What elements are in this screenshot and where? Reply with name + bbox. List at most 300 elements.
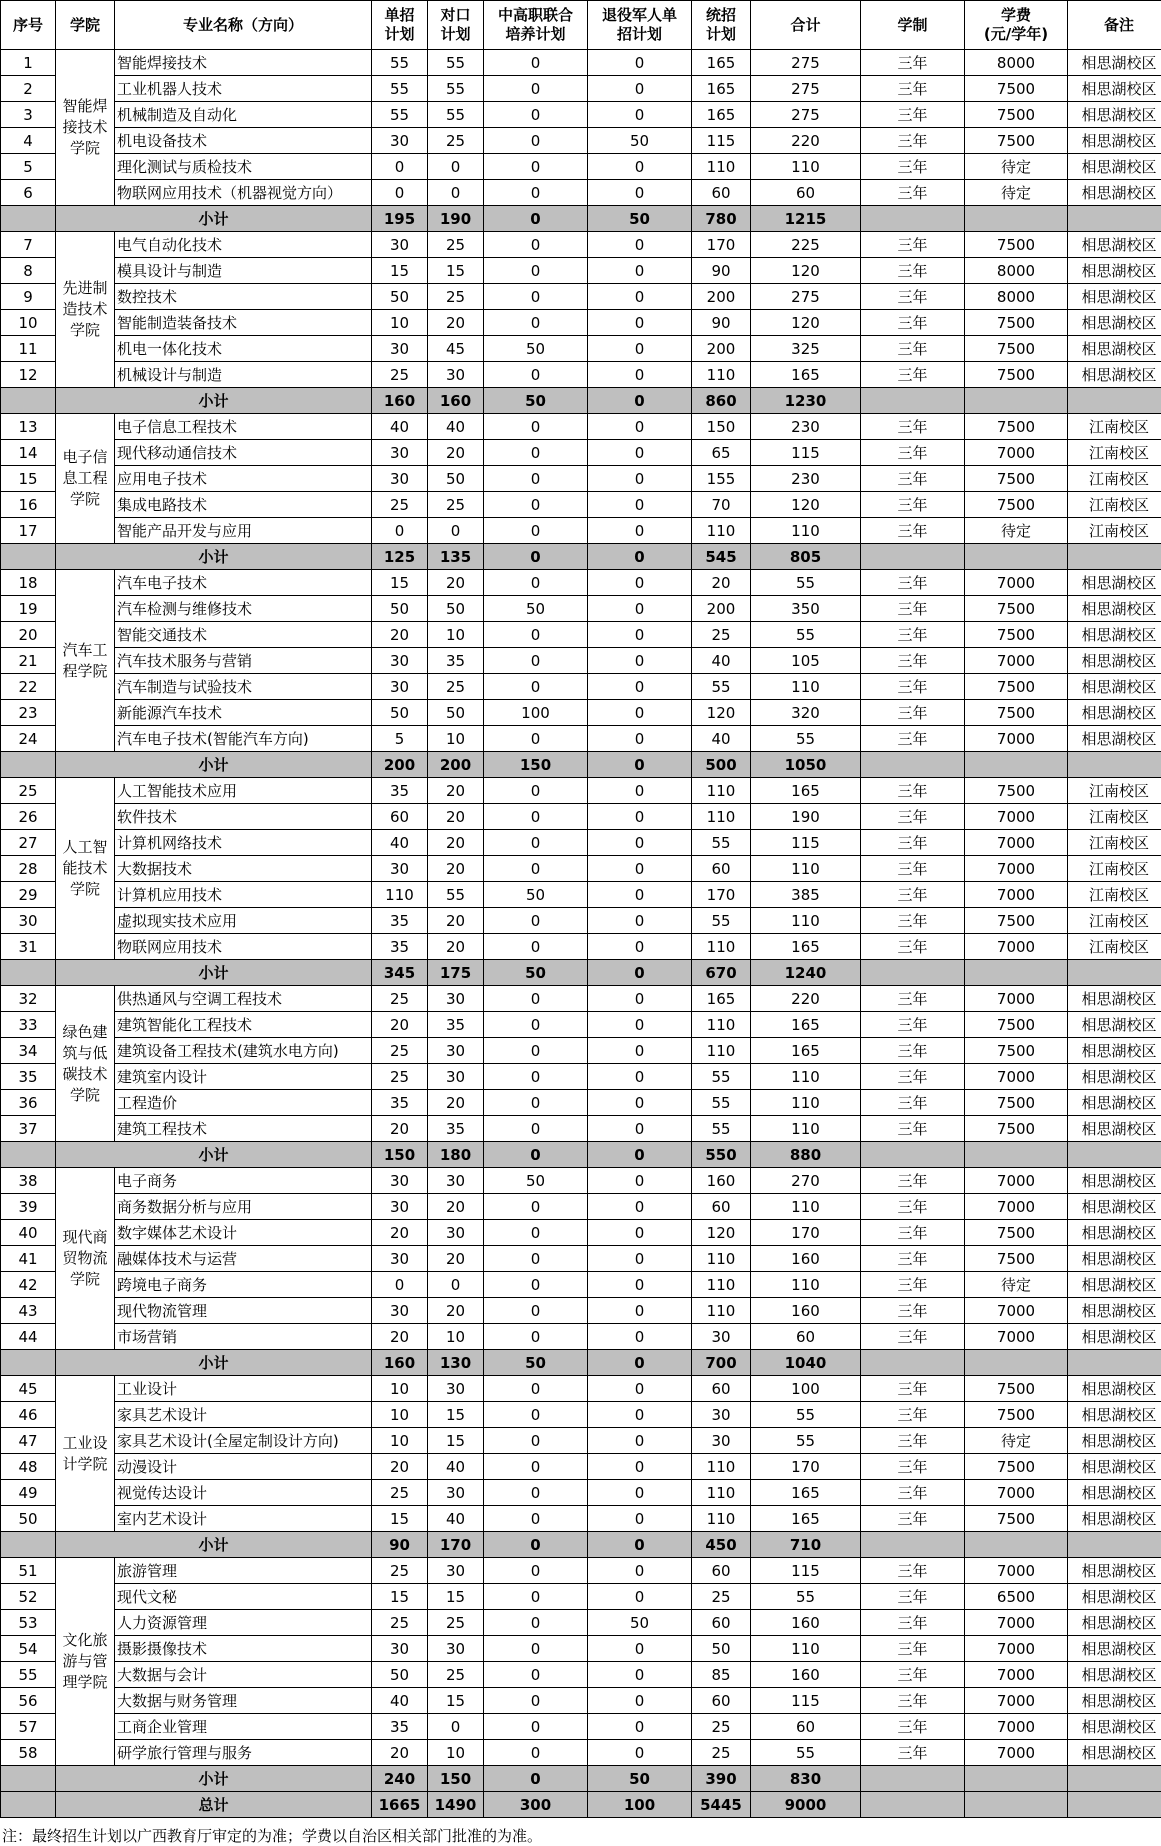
fee-cell: 7500 — [965, 700, 1068, 726]
subtotal-blank-cell — [861, 388, 965, 414]
table-row — [1, 1246, 1161, 1272]
note-cell: 江南校区 — [1068, 882, 1161, 908]
seq-cell: 17 — [1, 518, 56, 544]
fee-cell: 7500 — [965, 492, 1068, 518]
subtotal-dz: 125 — [372, 544, 428, 570]
xz-cell: 三年 — [861, 258, 965, 284]
fee-cell: 8000 — [965, 284, 1068, 310]
table-row — [1, 1272, 1161, 1298]
major-cell: 汽车制造与试验技术 — [115, 674, 372, 700]
xz-cell: 三年 — [861, 1584, 965, 1610]
table-row — [1, 102, 1161, 128]
fee-cell: 6500 — [965, 1584, 1068, 1610]
subtotal-label: 小计 — [56, 1532, 372, 1558]
total-cell: 190 — [751, 804, 861, 830]
table-row — [1, 362, 1161, 388]
dk-cell: 20 — [428, 440, 484, 466]
seq-cell: 33 — [1, 1012, 56, 1038]
tyjr-cell: 0 — [588, 1584, 692, 1610]
subtotal-blank-cell — [965, 388, 1068, 414]
dz-cell: 30 — [372, 466, 428, 492]
note-cell: 相思湖校区 — [1068, 1168, 1161, 1194]
fee-cell: 7500 — [965, 1116, 1068, 1142]
note-cell: 江南校区 — [1068, 804, 1161, 830]
seq-cell: 10 — [1, 310, 56, 336]
college-cell: 现代商贸物流学院 — [56, 1168, 115, 1350]
tz-cell: 150 — [692, 414, 751, 440]
xz-cell: 三年 — [861, 1454, 965, 1480]
table-row — [1, 1298, 1161, 1324]
dz-cell: 15 — [372, 1584, 428, 1610]
table-row — [1, 492, 1161, 518]
total-cell: 275 — [751, 50, 861, 76]
seq-cell: 4 — [1, 128, 56, 154]
seq-cell: 26 — [1, 804, 56, 830]
tyjr-cell: 0 — [588, 570, 692, 596]
seq-cell: 25 — [1, 778, 56, 804]
total-cell: 55 — [751, 1584, 861, 1610]
dz-cell: 30 — [372, 674, 428, 700]
subtotal-total: 1240 — [751, 960, 861, 986]
table-row — [1, 882, 1161, 908]
major-cell: 动漫设计 — [115, 1454, 372, 1480]
college-cell: 电子信息工程学院 — [56, 414, 115, 544]
zgz-cell: 0 — [484, 1090, 588, 1116]
dk-cell: 20 — [428, 934, 484, 960]
subtotal-blank-cell — [965, 752, 1068, 778]
dz-cell: 0 — [372, 154, 428, 180]
tyjr-cell: 0 — [588, 1246, 692, 1272]
subtotal-tyjr: 50 — [588, 206, 692, 232]
xz-cell: 三年 — [861, 50, 965, 76]
dz-cell: 20 — [372, 1012, 428, 1038]
zgz-cell: 0 — [484, 726, 588, 752]
major-cell: 虚拟现实技术应用 — [115, 908, 372, 934]
subtotal-blank-cell — [861, 544, 965, 570]
subtotal-tyjr: 0 — [588, 388, 692, 414]
seq-cell: 15 — [1, 466, 56, 492]
fee-cell: 7000 — [965, 830, 1068, 856]
major-cell: 理化测试与质检技术 — [115, 154, 372, 180]
table-row — [1, 232, 1161, 258]
subtotal-tyjr: 0 — [588, 1350, 692, 1376]
seq-cell: 11 — [1, 336, 56, 362]
subtotal-blank-cell — [1, 1766, 56, 1792]
tyjr-cell: 50 — [588, 128, 692, 154]
xz-cell: 三年 — [861, 674, 965, 700]
zgz-cell: 0 — [484, 1298, 588, 1324]
table-row — [1, 336, 1161, 362]
dk-cell: 55 — [428, 882, 484, 908]
total-cell: 110 — [751, 674, 861, 700]
dk-cell: 25 — [428, 232, 484, 258]
seq-cell: 53 — [1, 1610, 56, 1636]
tyjr-cell: 0 — [588, 154, 692, 180]
dz-cell: 55 — [372, 102, 428, 128]
note-cell: 相思湖校区 — [1068, 336, 1161, 362]
subtotal-total: 830 — [751, 1766, 861, 1792]
tz-cell: 165 — [692, 102, 751, 128]
note-cell: 江南校区 — [1068, 934, 1161, 960]
dk-cell: 20 — [428, 830, 484, 856]
zgz-cell: 0 — [484, 1064, 588, 1090]
major-cell: 旅游管理 — [115, 1558, 372, 1584]
total-cell: 55 — [751, 570, 861, 596]
total-cell: 325 — [751, 336, 861, 362]
seq-cell: 21 — [1, 648, 56, 674]
major-cell: 现代物流管理 — [115, 1298, 372, 1324]
header-total: 合计 — [751, 1, 861, 50]
dz-cell: 25 — [372, 492, 428, 518]
seq-cell: 36 — [1, 1090, 56, 1116]
college-cell: 汽车工程学院 — [56, 570, 115, 752]
tz-cell: 40 — [692, 726, 751, 752]
table-row — [1, 1688, 1161, 1714]
total-blank-cell — [1068, 1792, 1161, 1818]
dz-cell: 35 — [372, 778, 428, 804]
fee-cell: 7500 — [965, 336, 1068, 362]
tz-cell: 30 — [692, 1324, 751, 1350]
subtotal-label: 小计 — [56, 206, 372, 232]
subtotal-zgz: 0 — [484, 1142, 588, 1168]
note-cell: 相思湖校区 — [1068, 570, 1161, 596]
dk-cell: 55 — [428, 50, 484, 76]
major-cell: 物联网应用技术 — [115, 934, 372, 960]
major-cell: 人力资源管理 — [115, 1610, 372, 1636]
note-cell: 相思湖校区 — [1068, 310, 1161, 336]
tyjr-cell: 0 — [588, 232, 692, 258]
tz-cell: 200 — [692, 284, 751, 310]
dk-cell: 25 — [428, 674, 484, 700]
table-row — [1, 154, 1161, 180]
zgz-cell: 0 — [484, 310, 588, 336]
note-cell: 相思湖校区 — [1068, 1402, 1161, 1428]
dz-cell: 25 — [372, 1558, 428, 1584]
major-cell: 集成电路技术 — [115, 492, 372, 518]
dz-cell: 15 — [372, 1506, 428, 1532]
subtotal-tz: 545 — [692, 544, 751, 570]
fee-cell: 7000 — [965, 648, 1068, 674]
seq-cell: 38 — [1, 1168, 56, 1194]
dz-cell: 15 — [372, 258, 428, 284]
subtotal-tz: 700 — [692, 1350, 751, 1376]
major-cell: 机械制造及自动化 — [115, 102, 372, 128]
major-cell: 新能源汽车技术 — [115, 700, 372, 726]
zgz-cell: 0 — [484, 570, 588, 596]
total-cell: 115 — [751, 1558, 861, 1584]
table-row — [1, 128, 1161, 154]
tyjr-cell: 0 — [588, 622, 692, 648]
zgz-cell: 0 — [484, 180, 588, 206]
header-dz: 单招 计划 — [372, 1, 428, 50]
seq-cell: 30 — [1, 908, 56, 934]
xz-cell: 三年 — [861, 908, 965, 934]
subtotal-dk: 150 — [428, 1766, 484, 1792]
dk-cell: 20 — [428, 856, 484, 882]
tz-cell: 110 — [692, 1012, 751, 1038]
dz-cell: 0 — [372, 180, 428, 206]
subtotal-blank-cell — [861, 1766, 965, 1792]
fee-cell: 7500 — [965, 466, 1068, 492]
tyjr-cell: 0 — [588, 76, 692, 102]
xz-cell: 三年 — [861, 882, 965, 908]
note-cell: 相思湖校区 — [1068, 1038, 1161, 1064]
xz-cell: 三年 — [861, 492, 965, 518]
xz-cell: 三年 — [861, 128, 965, 154]
college-cell: 先进制造技术学院 — [56, 232, 115, 388]
dz-cell: 30 — [372, 440, 428, 466]
fee-cell: 7500 — [965, 414, 1068, 440]
dz-cell: 15 — [372, 570, 428, 596]
xz-cell: 三年 — [861, 1428, 965, 1454]
major-cell: 数字媒体艺术设计 — [115, 1220, 372, 1246]
table-row — [1, 1454, 1161, 1480]
seq-cell: 34 — [1, 1038, 56, 1064]
zgz-cell: 0 — [484, 1454, 588, 1480]
fee-cell: 待定 — [965, 154, 1068, 180]
note-cell: 江南校区 — [1068, 466, 1161, 492]
major-cell: 大数据与会计 — [115, 1662, 372, 1688]
seq-cell: 24 — [1, 726, 56, 752]
dk-cell: 25 — [428, 1610, 484, 1636]
major-cell: 家具艺术设计(全屋定制设计方向) — [115, 1428, 372, 1454]
tz-cell: 60 — [692, 180, 751, 206]
zgz-cell: 0 — [484, 1714, 588, 1740]
seq-cell: 20 — [1, 622, 56, 648]
xz-cell: 三年 — [861, 1220, 965, 1246]
major-cell: 汽车电子技术 — [115, 570, 372, 596]
tyjr-cell: 0 — [588, 1480, 692, 1506]
table-row — [1, 1038, 1161, 1064]
tyjr-cell: 0 — [588, 726, 692, 752]
dk-cell: 15 — [428, 1584, 484, 1610]
fee-cell: 7000 — [965, 1610, 1068, 1636]
dz-cell: 30 — [372, 856, 428, 882]
note-cell: 相思湖校区 — [1068, 1480, 1161, 1506]
subtotal-zgz: 0 — [484, 1766, 588, 1792]
table-row — [1, 258, 1161, 284]
fee-cell: 7000 — [965, 1662, 1068, 1688]
tz-cell: 90 — [692, 310, 751, 336]
tz-cell: 55 — [692, 1116, 751, 1142]
table-row — [1, 180, 1161, 206]
seq-cell: 43 — [1, 1298, 56, 1324]
fee-cell: 7500 — [965, 1012, 1068, 1038]
dk-cell: 15 — [428, 1688, 484, 1714]
major-cell: 建筑智能化工程技术 — [115, 1012, 372, 1038]
dk-cell: 20 — [428, 1090, 484, 1116]
table-row — [1, 934, 1161, 960]
tz-cell: 110 — [692, 778, 751, 804]
grand-total-dk: 1490 — [428, 1792, 484, 1818]
major-cell: 智能交通技术 — [115, 622, 372, 648]
major-cell: 机电一体化技术 — [115, 336, 372, 362]
xz-cell: 三年 — [861, 778, 965, 804]
fee-cell: 7000 — [965, 1194, 1068, 1220]
tz-cell: 110 — [692, 1298, 751, 1324]
dz-cell: 30 — [372, 128, 428, 154]
total-cell: 165 — [751, 1480, 861, 1506]
total-cell: 60 — [751, 1324, 861, 1350]
subtotal-tz: 500 — [692, 752, 751, 778]
dz-cell: 10 — [372, 1428, 428, 1454]
subtotal-blank-cell — [1, 960, 56, 986]
tyjr-cell: 0 — [588, 1376, 692, 1402]
subtotal-total: 710 — [751, 1532, 861, 1558]
subtotal-dk: 160 — [428, 388, 484, 414]
subtotal-dz: 150 — [372, 1142, 428, 1168]
dz-cell: 20 — [372, 622, 428, 648]
total-cell: 55 — [751, 1740, 861, 1766]
major-cell: 室内艺术设计 — [115, 1506, 372, 1532]
subtotal-blank-cell — [1, 544, 56, 570]
header-tyjr: 退役军人单 招计划 — [588, 1, 692, 50]
subtotal-blank-cell — [965, 960, 1068, 986]
zgz-cell: 0 — [484, 284, 588, 310]
total-cell: 110 — [751, 1090, 861, 1116]
major-cell: 现代移动通信技术 — [115, 440, 372, 466]
xz-cell: 三年 — [861, 310, 965, 336]
total-cell: 110 — [751, 856, 861, 882]
seq-cell: 9 — [1, 284, 56, 310]
subtotal-row — [1, 1766, 1161, 1792]
tyjr-cell: 0 — [588, 1272, 692, 1298]
subtotal-row — [1, 544, 1161, 570]
zgz-cell: 0 — [484, 50, 588, 76]
total-cell: 270 — [751, 1168, 861, 1194]
subtotal-dz: 200 — [372, 752, 428, 778]
dk-cell: 30 — [428, 986, 484, 1012]
tz-cell: 60 — [692, 856, 751, 882]
seq-cell: 23 — [1, 700, 56, 726]
note-cell: 江南校区 — [1068, 414, 1161, 440]
table-row — [1, 1220, 1161, 1246]
xz-cell: 三年 — [861, 1376, 965, 1402]
tyjr-cell: 0 — [588, 1402, 692, 1428]
table-row — [1, 1402, 1161, 1428]
seq-cell: 1 — [1, 50, 56, 76]
header-fee: 学费 (元/学年) — [965, 1, 1068, 50]
seq-cell: 16 — [1, 492, 56, 518]
note-cell: 相思湖校区 — [1068, 1610, 1161, 1636]
dk-cell: 20 — [428, 1194, 484, 1220]
subtotal-tz: 670 — [692, 960, 751, 986]
tz-cell: 110 — [692, 1454, 751, 1480]
note-cell: 相思湖校区 — [1068, 258, 1161, 284]
subtotal-tz: 450 — [692, 1532, 751, 1558]
xz-cell: 三年 — [861, 1012, 965, 1038]
dz-cell: 50 — [372, 596, 428, 622]
dk-cell: 30 — [428, 362, 484, 388]
subtotal-label: 小计 — [56, 388, 372, 414]
table-row — [1, 622, 1161, 648]
seq-cell: 6 — [1, 180, 56, 206]
table-header — [1, 1, 1161, 50]
table-row — [1, 1714, 1161, 1740]
table-row — [1, 1480, 1161, 1506]
zgz-cell: 0 — [484, 1558, 588, 1584]
seq-cell: 29 — [1, 882, 56, 908]
dz-cell: 30 — [372, 1168, 428, 1194]
zgz-cell: 0 — [484, 1428, 588, 1454]
subtotal-zgz: 0 — [484, 206, 588, 232]
tz-cell: 30 — [692, 1428, 751, 1454]
subtotal-blank-cell — [861, 206, 965, 232]
fee-cell: 7500 — [965, 1090, 1068, 1116]
subtotal-row — [1, 960, 1161, 986]
zgz-cell: 0 — [484, 154, 588, 180]
tz-cell: 30 — [692, 1402, 751, 1428]
zgz-cell: 0 — [484, 1402, 588, 1428]
dk-cell: 35 — [428, 1116, 484, 1142]
zgz-cell: 0 — [484, 102, 588, 128]
tyjr-cell: 0 — [588, 258, 692, 284]
dz-cell: 30 — [372, 1246, 428, 1272]
major-cell: 计算机应用技术 — [115, 882, 372, 908]
dk-cell: 20 — [428, 908, 484, 934]
total-cell: 170 — [751, 1220, 861, 1246]
tz-cell: 120 — [692, 1220, 751, 1246]
note-cell: 相思湖校区 — [1068, 1324, 1161, 1350]
seq-cell: 46 — [1, 1402, 56, 1428]
zgz-cell: 0 — [484, 1584, 588, 1610]
dk-cell: 30 — [428, 1038, 484, 1064]
subtotal-blank-cell — [1068, 206, 1161, 232]
table-row — [1, 466, 1161, 492]
tz-cell: 55 — [692, 1064, 751, 1090]
seq-cell: 7 — [1, 232, 56, 258]
dk-cell: 20 — [428, 1298, 484, 1324]
zgz-cell: 0 — [484, 466, 588, 492]
seq-cell: 55 — [1, 1662, 56, 1688]
major-cell: 建筑工程技术 — [115, 1116, 372, 1142]
total-cell: 120 — [751, 258, 861, 284]
total-cell: 110 — [751, 908, 861, 934]
dk-cell: 30 — [428, 1220, 484, 1246]
major-cell: 商务数据分析与应用 — [115, 1194, 372, 1220]
xz-cell: 三年 — [861, 284, 965, 310]
seq-cell: 54 — [1, 1636, 56, 1662]
seq-cell: 27 — [1, 830, 56, 856]
major-cell: 摄影摄像技术 — [115, 1636, 372, 1662]
note-cell: 相思湖校区 — [1068, 1714, 1161, 1740]
tz-cell: 200 — [692, 336, 751, 362]
tz-cell: 60 — [692, 1688, 751, 1714]
xz-cell: 三年 — [861, 1064, 965, 1090]
dk-cell: 10 — [428, 1740, 484, 1766]
tyjr-cell: 0 — [588, 1714, 692, 1740]
subtotal-dz: 345 — [372, 960, 428, 986]
note-cell: 相思湖校区 — [1068, 1688, 1161, 1714]
tyjr-cell: 0 — [588, 778, 692, 804]
total-cell: 225 — [751, 232, 861, 258]
major-cell: 大数据技术 — [115, 856, 372, 882]
grand-total-zgz: 300 — [484, 1792, 588, 1818]
note-cell: 相思湖校区 — [1068, 622, 1161, 648]
tyjr-cell: 0 — [588, 180, 692, 206]
note-cell: 相思湖校区 — [1068, 50, 1161, 76]
total-cell: 105 — [751, 648, 861, 674]
tz-cell: 25 — [692, 1714, 751, 1740]
tz-cell: 160 — [692, 1168, 751, 1194]
table-row — [1, 674, 1161, 700]
table-row — [1, 1194, 1161, 1220]
total-cell: 55 — [751, 726, 861, 752]
table-row — [1, 1740, 1161, 1766]
dk-cell: 20 — [428, 778, 484, 804]
fee-cell: 8000 — [965, 50, 1068, 76]
xz-cell: 三年 — [861, 1298, 965, 1324]
